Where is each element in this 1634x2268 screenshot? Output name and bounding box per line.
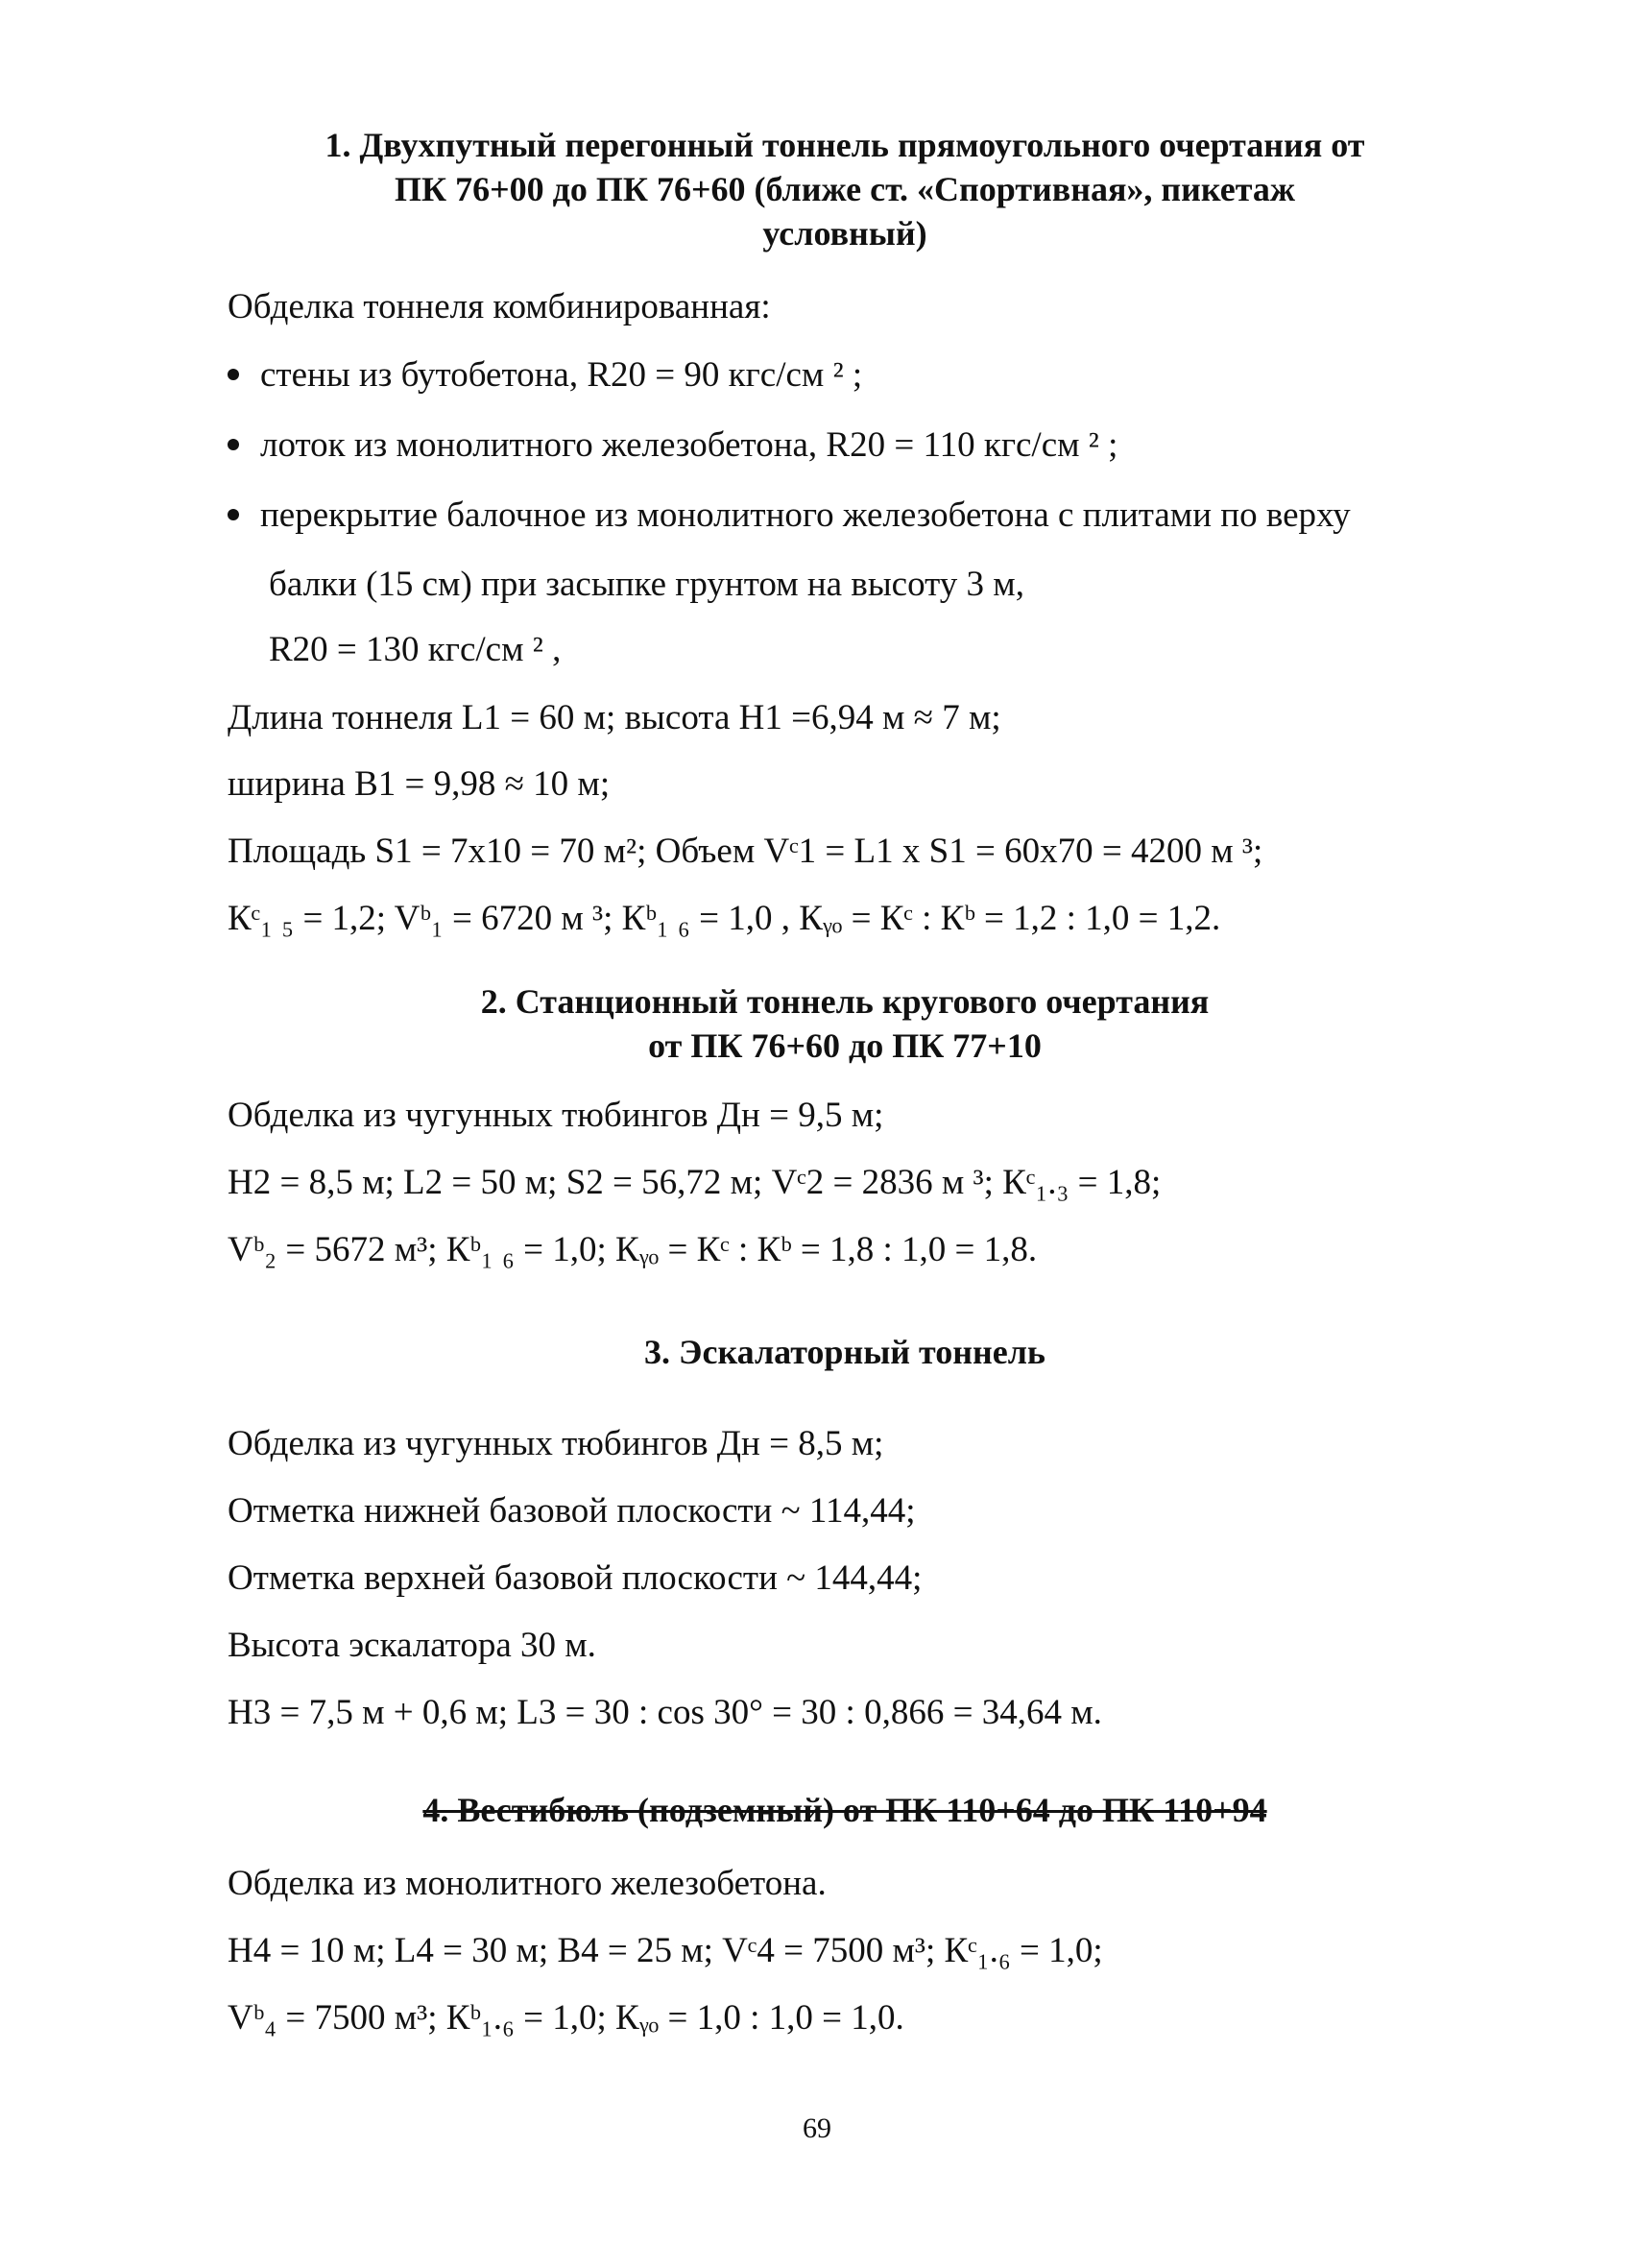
paragraph: Площадь S1 = 7х10 = 70 м²; Объем Vᶜ1 = L1 х S1 = 60х70 = 4200 м ³; — [228, 832, 1263, 871]
paragraph: Отметка нижней базовой плоскости ~ 114,44; — [228, 1491, 916, 1531]
heading-line: 3. Эскалаторный тоннель — [644, 1333, 1045, 1371]
heading-line: 2. Станционный тоннель кругового очертания — [480, 982, 1210, 1021]
section-3-heading — [221, 1330, 1469, 1374]
paragraph: Отметка верхней базовой плоскости ~ 144,44; — [228, 1558, 923, 1598]
paragraph: Высота эскалатора 30 м. — [228, 1626, 596, 1665]
heading-line: 1. Двухпутный перегонный тоннель прямоугольного очертания от — [324, 126, 1365, 164]
paragraph: Обделка из чугунных тюбингов Дн = 9,5 м; — [228, 1096, 884, 1135]
page-number: 69 — [803, 2112, 831, 2144]
paragraph: ширина B1 = 9,98 ≈ 10 м; — [228, 764, 611, 804]
paragraph: H2 = 8,5 м; L2 = 50 м; S2 = 56,72 м; Vᶜ2 = 2836 м ³; Кᶜ₁.₃ = 1,8; — [228, 1163, 1162, 1202]
paragraph: Vᵇ₂ = 5672 м³; Кᵇ₁ ₆ = 1,0; Кᵧₒ = Кᶜ : Кᵇ = 1,8 : 1,0 = 1,8. — [228, 1230, 1038, 1269]
paragraph: Кᶜ₁ ₅ = 1,2; Vᵇ₁ = 6720 м ³; Кᵇ₁ ₆ = 1,0 , Кᵧₒ = Кᶜ : Кᵇ = 1,2 : 1,0 = 1,2. — [228, 899, 1221, 938]
paragraph: Обделка из чугунных тюбингов Дн = 8,5 м; — [228, 1424, 884, 1463]
section-1-heading — [221, 123, 1469, 255]
heading-line: условный) — [762, 214, 927, 253]
list-item-text: стены из бутобетона, R20 = 90 кгс/см ² ; — [260, 355, 863, 395]
heading-line: 4. Вестибюль (подземный) от ПК 110+64 до ПК 110+94 — [422, 1791, 1267, 1829]
list-item — [228, 424, 1117, 467]
list-item-continuation: балки (15 см) при засыпке грунтом на высоту 3 м, — [269, 565, 1024, 604]
paragraph: Длина тоннеля L1 = 60 м; высота H1 =6,94 м ≈ 7 м; — [228, 698, 1001, 737]
list-item-text: лоток из монолитного железобетона, R20 = 110 кгс/см ² ; — [260, 425, 1118, 465]
paragraph: H3 = 7,5 м + 0,6 м; L3 = 30 : cos 30° = 30 : 0,866 = 34,64 м. — [228, 1693, 1102, 1732]
bullet-icon — [228, 369, 239, 380]
bullet-icon — [228, 439, 239, 450]
list-item — [228, 354, 862, 397]
paragraph: Vᵇ₄ = 7500 м³; Кᵇ₁.₆ = 1,0; Кᵧₒ = 1,0 : 1,0 = 1,0. — [228, 1998, 904, 2038]
paragraph: Обделка тоннеля комбинированная: — [228, 287, 771, 326]
list-item-continuation: R20 = 130 кгс/см ² , — [269, 630, 562, 669]
list-item — [228, 495, 1351, 537]
paragraph: H4 = 10 м; L4 = 30 м; B4 = 25 м; Vᶜ4 = 7500 м³; Кᶜ₁.₆ = 1,0; — [228, 1931, 1103, 1970]
heading-line: от ПК 76+60 до ПК 77+10 — [648, 1026, 1042, 1065]
list-item-text: перекрытие балочное из монолитного железобетона с плитами по верху — [260, 495, 1351, 535]
paragraph: Обделка из монолитного железобетона. — [228, 1864, 827, 1903]
bullet-icon — [228, 509, 239, 520]
section-2-heading — [221, 979, 1469, 1068]
heading-line: ПК 76+00 до ПК 76+60 (ближе ст. «Спортивная», пикетаж — [395, 170, 1295, 208]
section-4-heading — [221, 1788, 1469, 1832]
